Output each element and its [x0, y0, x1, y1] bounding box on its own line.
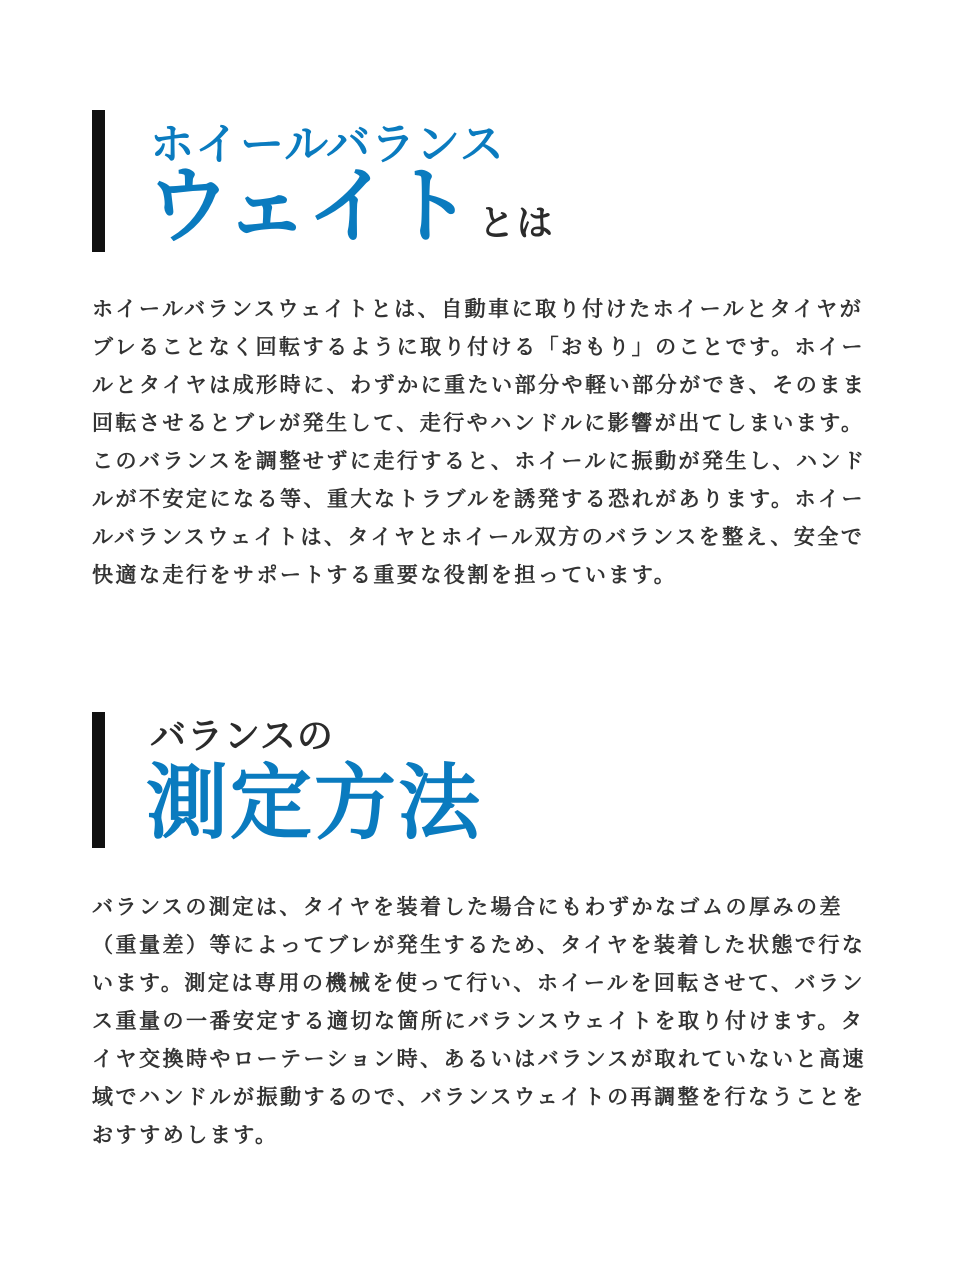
section-measurement-method — [0, 640, 960, 1280]
section-title-main: ウェイト — [146, 157, 471, 255]
section-body-text: ホイールバランスウェイトとは、自動車に取り付けたホイールとタイヤがブレることなく回転するように取り付ける「おもり」のことです。ホイールとタイヤは成形時に、わずかに重たい部分や軽い部分ができ、そのまま回転させるとブレが発生して、走行やハンドルに影響が出てしまいます。このバランスを調整せずに走行すると、ホイールに振動が発生し、ハンドルが不安定になる等、重大なトラブルを誘発する恐れがあります。ホイールバランスウェイトは、タイヤとホイール双方のバランスを整え、安全で快適な走行をサポートする重要な役割を担っています。 — [92, 297, 867, 587]
section-subtitle: ホイールバランス — [150, 119, 505, 170]
section-title — [146, 156, 555, 274]
section-subtitle: バランスの — [150, 716, 334, 757]
section-title-suffix: とは — [478, 203, 555, 244]
section-title: 測定方法 — [146, 756, 483, 851]
heading-accent-bar — [92, 110, 105, 252]
heading-accent-bar — [92, 712, 105, 848]
section-body-text: バランスの測定は、タイヤを装着した場合にもわずかなゴムの厚みの差（重量差）等によってブレが発生するため、タイヤを装着した状態で行ないます。測定は専用の機械を使って行い、ホイールを回転させて、バランス重量の一番安定する適切な箇所にバランスウェイトを取り付けます。タイヤ交換時やローテーション時、あるいはバランスが取れていないと高速域でハンドルが振動するので、バランスウェイトの再調整を行なうことをおすすめします。 — [92, 895, 867, 1147]
